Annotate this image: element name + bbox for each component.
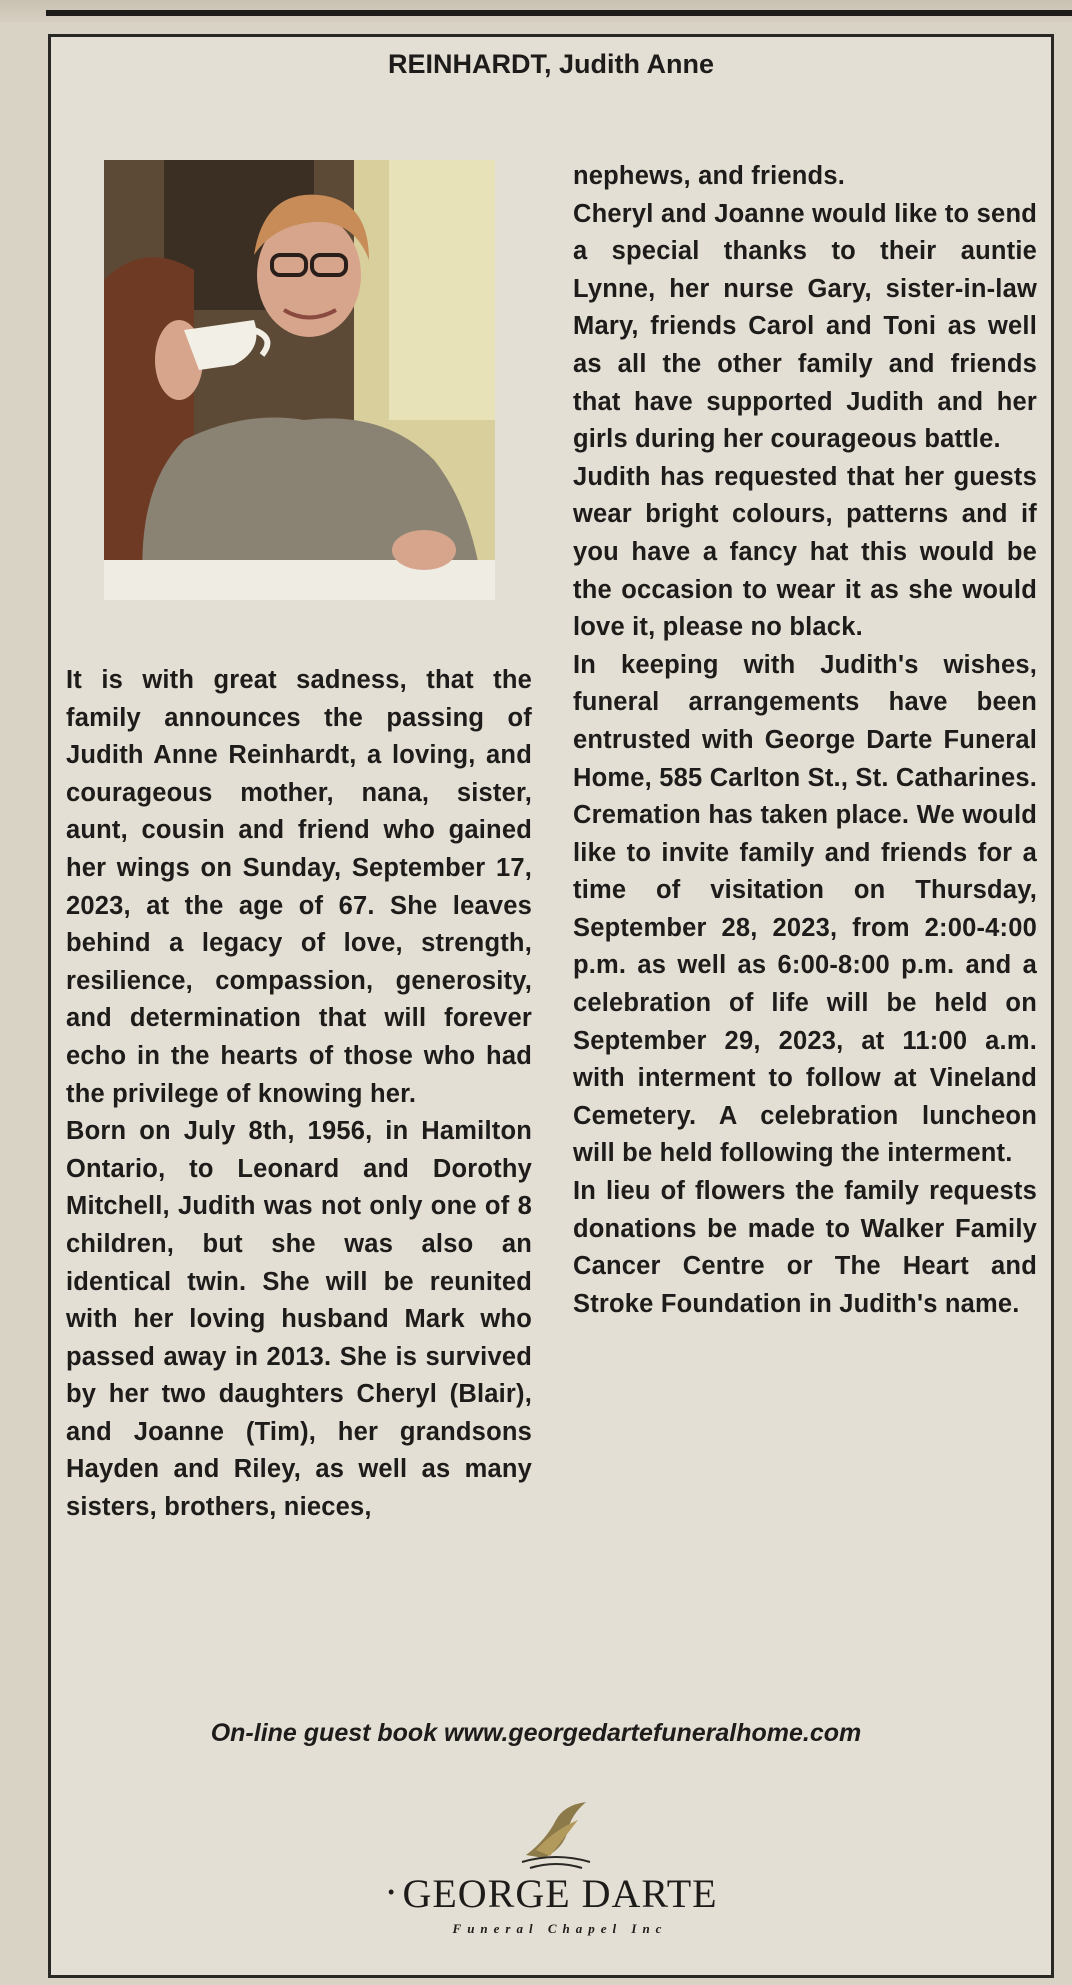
obituary-right-column — [573, 158, 1037, 1323]
portrait-illustration — [104, 160, 495, 600]
newspaper-top-band — [0, 0, 1072, 22]
donations-paragraph: In lieu of flowers the family requests donations be made to Walker Family Cancer Centre or The Heart and Stroke Foundation in Judith's name. — [573, 1177, 1037, 1318]
guestbook-line: On-line guest book www.georgedartefuneralhome.com — [210, 1719, 862, 1747]
biography-paragraph: Born on July 8th, 1956, in Hamilton Ontario, to Leonard and Dorothy Mitchell, Judith was not only one of 8 children, but she was also an identical twin. She will be reunited with her loving husband Mark who passed away in 2013. She is survived by her two daughters Cheryl (Blair), and Joanne (Tim), her grandsons Hayden and Riley, as well as many sisters, brothers, nieces, — [66, 1117, 532, 1522]
portrait-photo — [104, 160, 495, 600]
obituary-left-column — [66, 662, 532, 1527]
logo-tagline: Funeral Chapel Inc — [452, 1921, 668, 1936]
dove-logo-icon — [516, 1800, 596, 1870]
attire-paragraph: Judith has requested that her guests wear bright colours, patterns and if you have a fancy hat this would be the occasion to wear it as she would love it, please no black. — [573, 462, 1037, 642]
funeral-home-logo — [388, 1800, 718, 1960]
logo-name: GEORGE DARTE — [402, 1871, 718, 1916]
top-rule — [46, 10, 1072, 16]
logo-bullet: • — [388, 1882, 395, 1902]
arrangements-paragraph: In keeping with Judith's wishes, funeral arrangements have been entrusted with George Darte Funeral Home, 585 Carlton St., St. Catharines. Cremation has taken place. We would like to invite family and friends for a time of visitation on Thursday, September 28, 2023, from 2:00-4:00 p.m. as well as 6:00-8:00 p.m. and a celebration of life will be held on September 29, 2023, at 11:00 a.m. with interment to follow at Vineland Cemetery. A celebration luncheon will be held following the interment. — [573, 650, 1037, 1168]
thanks-paragraph: Cheryl and Joanne would like to send a special thanks to their auntie Lynne, her nurse Gary, sister-in-law Mary, friends Carol and Toni as well as all the other family and friends that have supported Judith and her girls during her courageous battle. — [573, 199, 1037, 454]
survivors-continued-paragraph: nephews, and friends. — [573, 162, 845, 190]
obituary-title: REINHARDT, Judith Anne — [388, 49, 714, 79]
announcement-paragraph: It is with great sadness, that the family announces the passing of Judith Anne Reinhardt, a loving, and courageous mother, nana, sister, aunt, cousin and friend who gained her wings on Sunday, September 17, 2023, at the age of 67. She leaves behind a legacy of love, strength, resilience, compassion, generosity, and determination that will forever echo in the hearts of those who had the privilege of knowing her. — [66, 666, 532, 1108]
